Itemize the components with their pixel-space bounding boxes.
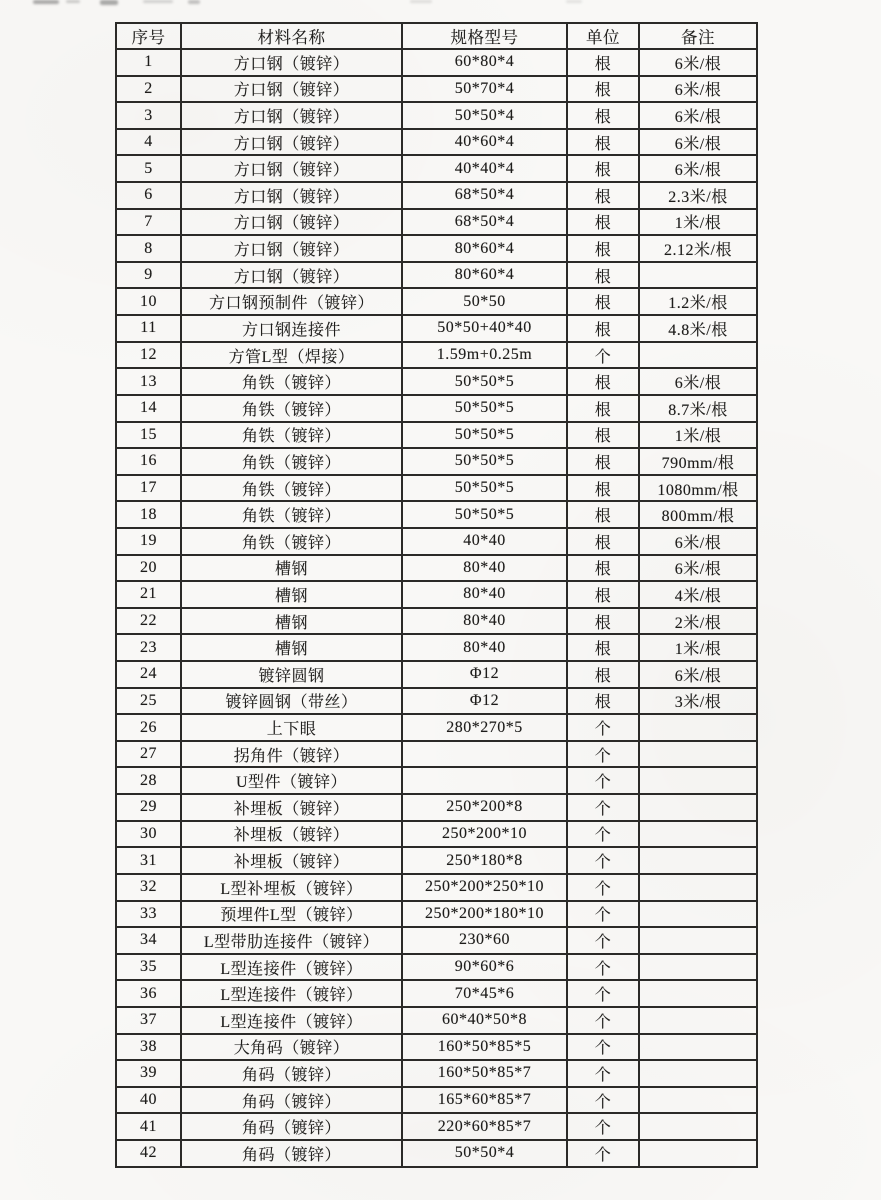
scan-edge-smudge [33, 0, 59, 4]
cell-unit: 根 [567, 448, 639, 475]
cell-no: 16 [116, 448, 181, 475]
cell-name: 方口钢（镀锌） [181, 262, 402, 289]
cell-remark: 800mm/根 [639, 501, 757, 528]
table-row [116, 1007, 757, 1034]
cell-remark [639, 1113, 757, 1140]
cell-unit: 根 [567, 608, 639, 635]
cell-no: 31 [116, 847, 181, 874]
cell-spec: 80*60*4 [402, 235, 567, 262]
cell-spec: 50*50 [402, 288, 567, 315]
scan-edge-smudge [100, 0, 118, 5]
cell-unit: 个 [567, 1140, 639, 1167]
table-row [116, 1087, 757, 1114]
scan-edge-smudge [143, 0, 173, 3]
cell-unit: 根 [567, 155, 639, 182]
table-row [116, 368, 757, 395]
cell-unit: 根 [567, 528, 639, 555]
cell-name: 方口钢连接件 [181, 315, 402, 342]
cell-remark [639, 980, 757, 1007]
cell-no: 11 [116, 315, 181, 342]
table-row [116, 501, 757, 528]
cell-no: 21 [116, 581, 181, 608]
table-row [116, 954, 757, 981]
cell-remark [639, 262, 757, 289]
cell-no: 15 [116, 422, 181, 449]
cell-no: 30 [116, 821, 181, 848]
cell-remark: 6米/根 [639, 555, 757, 582]
cell-remark [639, 821, 757, 848]
cell-name: 角铁（镀锌） [181, 501, 402, 528]
table-row [116, 182, 757, 209]
cell-no: 5 [116, 155, 181, 182]
cell-spec: 68*50*4 [402, 182, 567, 209]
cell-unit: 根 [567, 555, 639, 582]
cell-unit: 个 [567, 874, 639, 901]
cell-name: 方口钢（镀锌） [181, 182, 402, 209]
cell-name: 镀锌圆钢 [181, 661, 402, 688]
cell-spec: 165*60*85*7 [402, 1087, 567, 1114]
table-row [116, 1140, 757, 1167]
cell-no: 34 [116, 927, 181, 954]
cell-name: 补埋板（镀锌） [181, 821, 402, 848]
cell-spec: 80*40 [402, 581, 567, 608]
cell-no: 32 [116, 874, 181, 901]
cell-spec: 68*50*4 [402, 209, 567, 236]
cell-name: L型连接件（镀锌） [181, 980, 402, 1007]
cell-name: U型件（镀锌） [181, 767, 402, 794]
cell-spec: 280*270*5 [402, 714, 567, 741]
cell-no: 17 [116, 475, 181, 502]
cell-spec: 50*70*4 [402, 76, 567, 103]
cell-remark [639, 342, 757, 369]
cell-remark [639, 1140, 757, 1167]
cell-remark: 1米/根 [639, 422, 757, 449]
cell-spec: Φ12 [402, 688, 567, 715]
cell-unit: 个 [567, 821, 639, 848]
cell-unit: 根 [567, 235, 639, 262]
table-row [116, 129, 757, 156]
column-header-unit: 单位 [567, 23, 639, 49]
cell-unit: 个 [567, 847, 639, 874]
cell-name: 方口钢（镀锌） [181, 49, 402, 76]
scan-edge-smudge [566, 0, 582, 3]
cell-unit: 根 [567, 288, 639, 315]
table-row [116, 1034, 757, 1061]
cell-no: 14 [116, 395, 181, 422]
cell-remark [639, 767, 757, 794]
table-body [116, 49, 757, 1167]
scan-edge-smudge [410, 0, 432, 3]
table-row [116, 528, 757, 555]
cell-name: 槽钢 [181, 555, 402, 582]
cell-spec: 50*50*5 [402, 501, 567, 528]
cell-unit: 根 [567, 581, 639, 608]
cell-spec: 50*50*5 [402, 422, 567, 449]
cell-unit: 个 [567, 714, 639, 741]
cell-name: 角铁（镀锌） [181, 368, 402, 395]
column-header-spec: 规格型号 [402, 23, 567, 49]
cell-no: 3 [116, 102, 181, 129]
cell-name: 方口钢（镀锌） [181, 209, 402, 236]
cell-name: 角码（镀锌） [181, 1087, 402, 1114]
materials-table [115, 22, 758, 1168]
cell-unit: 根 [567, 475, 639, 502]
cell-name: 角码（镀锌） [181, 1060, 402, 1087]
cell-no: 42 [116, 1140, 181, 1167]
table-row [116, 874, 757, 901]
cell-no: 8 [116, 235, 181, 262]
cell-spec: 50*50*4 [402, 102, 567, 129]
table-row [116, 927, 757, 954]
cell-no: 40 [116, 1087, 181, 1114]
table-row [116, 49, 757, 76]
table-row [116, 422, 757, 449]
cell-no: 20 [116, 555, 181, 582]
cell-spec: 80*60*4 [402, 262, 567, 289]
cell-name: 方口钢（镀锌） [181, 76, 402, 103]
cell-no: 12 [116, 342, 181, 369]
cell-unit: 个 [567, 954, 639, 981]
cell-no: 10 [116, 288, 181, 315]
cell-no: 36 [116, 980, 181, 1007]
table-row [116, 1113, 757, 1140]
cell-unit: 个 [567, 1034, 639, 1061]
cell-spec: 70*45*6 [402, 980, 567, 1007]
cell-no: 25 [116, 688, 181, 715]
cell-unit: 个 [567, 1113, 639, 1140]
cell-no: 33 [116, 901, 181, 928]
table-header-row [116, 23, 757, 49]
table-row [116, 741, 757, 768]
table-row [116, 581, 757, 608]
cell-spec: 50*50+40*40 [402, 315, 567, 342]
cell-remark: 2.3米/根 [639, 182, 757, 209]
cell-remark: 4米/根 [639, 581, 757, 608]
cell-remark: 3米/根 [639, 688, 757, 715]
cell-unit: 个 [567, 767, 639, 794]
cell-spec: 40*60*4 [402, 129, 567, 156]
cell-remark [639, 927, 757, 954]
cell-remark: 6米/根 [639, 49, 757, 76]
cell-name: 补埋板（镀锌） [181, 794, 402, 821]
table-row [116, 634, 757, 661]
cell-no: 4 [116, 129, 181, 156]
table-row [116, 76, 757, 103]
cell-spec: 80*40 [402, 634, 567, 661]
cell-no: 26 [116, 714, 181, 741]
cell-spec [402, 741, 567, 768]
cell-no: 37 [116, 1007, 181, 1034]
cell-remark [639, 1087, 757, 1114]
column-header-no: 序号 [116, 23, 181, 49]
cell-no: 27 [116, 741, 181, 768]
table-row [116, 342, 757, 369]
column-header-name: 材料名称 [181, 23, 402, 49]
cell-name: L型补埋板（镀锌） [181, 874, 402, 901]
cell-no: 35 [116, 954, 181, 981]
cell-unit: 个 [567, 1087, 639, 1114]
cell-no: 38 [116, 1034, 181, 1061]
cell-name: 槽钢 [181, 608, 402, 635]
cell-unit: 根 [567, 368, 639, 395]
cell-remark: 6米/根 [639, 76, 757, 103]
table-row [116, 767, 757, 794]
cell-name: 方口钢（镀锌） [181, 155, 402, 182]
cell-name: 角铁（镀锌） [181, 528, 402, 555]
cell-name: 角铁（镀锌） [181, 475, 402, 502]
cell-spec: 220*60*85*7 [402, 1113, 567, 1140]
table-row [116, 262, 757, 289]
cell-spec: 160*50*85*5 [402, 1034, 567, 1061]
cell-name: 角码（镀锌） [181, 1113, 402, 1140]
cell-remark: 6米/根 [639, 661, 757, 688]
table-row [116, 608, 757, 635]
table-row [116, 475, 757, 502]
cell-remark: 6米/根 [639, 102, 757, 129]
cell-remark [639, 1034, 757, 1061]
cell-no: 39 [116, 1060, 181, 1087]
cell-remark [639, 741, 757, 768]
cell-name: 槽钢 [181, 581, 402, 608]
cell-name: 大角码（镀锌） [181, 1034, 402, 1061]
table-row [116, 1060, 757, 1087]
cell-name: 方口钢预制件（镀锌） [181, 288, 402, 315]
cell-name: 角码（镀锌） [181, 1140, 402, 1167]
table-row [116, 395, 757, 422]
cell-spec: 1.59m+0.25m [402, 342, 567, 369]
cell-unit: 根 [567, 182, 639, 209]
cell-remark [639, 954, 757, 981]
column-header-remark: 备注 [639, 23, 757, 49]
cell-spec: 230*60 [402, 927, 567, 954]
cell-name: 方管L型（焊接） [181, 342, 402, 369]
cell-unit: 根 [567, 129, 639, 156]
cell-remark: 790mm/根 [639, 448, 757, 475]
table-row [116, 315, 757, 342]
cell-no: 29 [116, 794, 181, 821]
table-row [116, 847, 757, 874]
table-row [116, 155, 757, 182]
cell-unit: 根 [567, 262, 639, 289]
table-header [116, 23, 757, 49]
cell-unit: 根 [567, 395, 639, 422]
table-row [116, 661, 757, 688]
cell-remark: 1080mm/根 [639, 475, 757, 502]
cell-unit: 根 [567, 49, 639, 76]
cell-unit: 个 [567, 741, 639, 768]
cell-spec: 60*40*50*8 [402, 1007, 567, 1034]
cell-no: 23 [116, 634, 181, 661]
cell-no: 13 [116, 368, 181, 395]
cell-remark [639, 1060, 757, 1087]
cell-remark: 6米/根 [639, 155, 757, 182]
cell-unit: 根 [567, 102, 639, 129]
cell-no: 19 [116, 528, 181, 555]
cell-spec: 80*40 [402, 555, 567, 582]
cell-remark [639, 847, 757, 874]
cell-name: 角铁（镀锌） [181, 395, 402, 422]
cell-unit: 根 [567, 209, 639, 236]
cell-name: 拐角件（镀锌） [181, 741, 402, 768]
cell-name: 补埋板（镀锌） [181, 847, 402, 874]
cell-unit: 个 [567, 927, 639, 954]
cell-unit: 个 [567, 980, 639, 1007]
cell-spec [402, 767, 567, 794]
table-row [116, 980, 757, 1007]
cell-no: 2 [116, 76, 181, 103]
cell-unit: 根 [567, 422, 639, 449]
cell-spec: Φ12 [402, 661, 567, 688]
table-row [116, 688, 757, 715]
table-row [116, 448, 757, 475]
cell-no: 1 [116, 49, 181, 76]
cell-unit: 根 [567, 634, 639, 661]
cell-name: 方口钢（镀锌） [181, 235, 402, 262]
cell-remark [639, 1007, 757, 1034]
cell-name: 角铁（镀锌） [181, 422, 402, 449]
cell-name: L型连接件（镀锌） [181, 1007, 402, 1034]
cell-remark: 2米/根 [639, 608, 757, 635]
cell-spec: 40*40*4 [402, 155, 567, 182]
cell-spec: 50*50*5 [402, 395, 567, 422]
cell-no: 18 [116, 501, 181, 528]
cell-remark: 1.2米/根 [639, 288, 757, 315]
cell-no: 41 [116, 1113, 181, 1140]
cell-unit: 根 [567, 315, 639, 342]
cell-unit: 根 [567, 661, 639, 688]
cell-remark: 2.12米/根 [639, 235, 757, 262]
cell-name: 角铁（镀锌） [181, 448, 402, 475]
cell-remark: 4.8米/根 [639, 315, 757, 342]
cell-remark [639, 874, 757, 901]
table-row [116, 821, 757, 848]
cell-remark: 1米/根 [639, 634, 757, 661]
cell-name: 方口钢（镀锌） [181, 129, 402, 156]
cell-spec: 60*80*4 [402, 49, 567, 76]
scan-edge-smudge [66, 0, 80, 3]
cell-spec: 50*50*5 [402, 368, 567, 395]
cell-spec: 50*50*5 [402, 448, 567, 475]
table-row [116, 714, 757, 741]
table-row [116, 555, 757, 582]
cell-no: 22 [116, 608, 181, 635]
cell-remark: 6米/根 [639, 528, 757, 555]
cell-remark [639, 794, 757, 821]
cell-name: L型连接件（镀锌） [181, 954, 402, 981]
cell-remark: 6米/根 [639, 368, 757, 395]
cell-unit: 个 [567, 1060, 639, 1087]
cell-unit: 个 [567, 794, 639, 821]
cell-remark [639, 901, 757, 928]
cell-spec: 40*40 [402, 528, 567, 555]
cell-spec: 250*200*250*10 [402, 874, 567, 901]
cell-spec: 50*50*5 [402, 475, 567, 502]
table-row [116, 235, 757, 262]
cell-spec: 250*180*8 [402, 847, 567, 874]
cell-unit: 个 [567, 342, 639, 369]
cell-no: 7 [116, 209, 181, 236]
table-row [116, 102, 757, 129]
cell-name: L型带肋连接件（镀锌） [181, 927, 402, 954]
table-row [116, 901, 757, 928]
cell-unit: 个 [567, 1007, 639, 1034]
cell-name: 槽钢 [181, 634, 402, 661]
cell-spec: 250*200*8 [402, 794, 567, 821]
cell-spec: 250*200*180*10 [402, 901, 567, 928]
cell-no: 9 [116, 262, 181, 289]
cell-spec: 250*200*10 [402, 821, 567, 848]
cell-name: 镀锌圆钢（带丝） [181, 688, 402, 715]
table-row [116, 794, 757, 821]
cell-unit: 个 [567, 901, 639, 928]
cell-unit: 根 [567, 76, 639, 103]
cell-no: 28 [116, 767, 181, 794]
cell-spec: 50*50*4 [402, 1140, 567, 1167]
cell-remark: 1米/根 [639, 209, 757, 236]
cell-name: 预埋件L型（镀锌） [181, 901, 402, 928]
cell-spec: 90*60*6 [402, 954, 567, 981]
scan-edge-smudge [188, 0, 200, 4]
cell-remark: 6米/根 [639, 129, 757, 156]
table-row [116, 209, 757, 236]
cell-unit: 根 [567, 501, 639, 528]
cell-spec: 80*40 [402, 608, 567, 635]
cell-spec: 160*50*85*7 [402, 1060, 567, 1087]
cell-remark: 8.7米/根 [639, 395, 757, 422]
table-row [116, 288, 757, 315]
cell-name: 方口钢（镀锌） [181, 102, 402, 129]
cell-unit: 根 [567, 688, 639, 715]
cell-name: 上下眼 [181, 714, 402, 741]
cell-no: 24 [116, 661, 181, 688]
cell-remark [639, 714, 757, 741]
cell-no: 6 [116, 182, 181, 209]
